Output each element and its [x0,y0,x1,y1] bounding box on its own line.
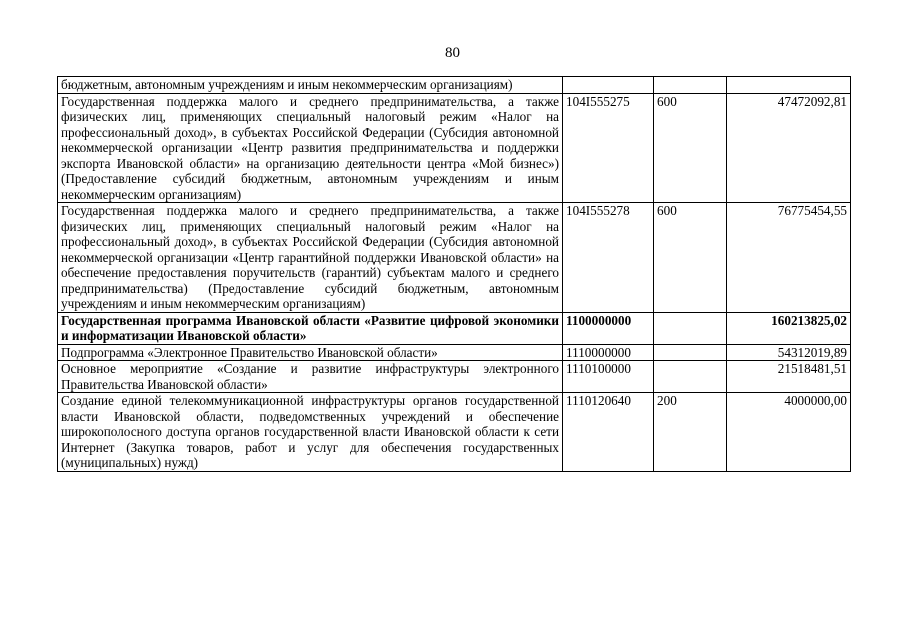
row-target-code: 1110000000 [563,344,654,361]
row-name: Государственная программа Ивановской области «Развитие цифровой экономики и информатизации Ивановской области» [58,312,563,344]
row-expense-type: 600 [654,93,727,203]
row-sum: 4000000,00 [727,393,851,472]
table-row [58,393,851,472]
row-name: Создание единой телекоммуникационной инфраструктуры органов государственной власти Ивановской области, подведомственных учреждений и обеспечение широкополосного доступа органов государственной власти Ивановской области к сети Интернет (Закупка товаров, работ и услуг для обеспечения государственных (муниципальных) нужд) [58,393,563,472]
row-expense-type [654,344,727,361]
table-row-program [58,312,851,344]
table-row [58,203,851,313]
row-sum [727,77,851,94]
row-sum: 54312019,89 [727,344,851,361]
row-sum: 47472092,81 [727,93,851,203]
table-row [58,93,851,203]
row-name: бюджетным, автономным учреждениям и иным некоммерческим организациям) [58,77,563,94]
row-expense-type [654,361,727,393]
budget-table [57,76,851,472]
row-target-code [563,77,654,94]
row-name: Подпрограмма «Электронное Правительство Ивановской области» [58,344,563,361]
row-target-code: 104I555275 [563,93,654,203]
row-expense-type [654,312,727,344]
row-sum: 160213825,02 [727,312,851,344]
row-target-code: 1100000000 [563,312,654,344]
row-name: Государственная поддержка малого и среднего предпринимательства, а также физических лиц, применяющих специальный налоговый режим «Налог на профессиональный доход», в субъектах Российской Федерации (Субсидия автономной некоммерческой организации «Центр развития предпринимательства и поддержки экспорта Ивановской области» на организацию деятельности центра «Мой бизнес») (Предоставление субсидий бюджетным, автономным учреждениям и иным некоммерческим организациям) [58,93,563,203]
row-expense-type: 200 [654,393,727,472]
row-sum: 76775454,55 [727,203,851,313]
row-name: Основное мероприятие «Создание и развитие инфраструктуры электронного Правительства Ивановской области» [58,361,563,393]
row-expense-type: 600 [654,203,727,313]
row-target-code: 1110100000 [563,361,654,393]
row-name: Государственная поддержка малого и среднего предпринимательства, а также физических лиц, применяющих специальный налоговый режим «Налог на профессиональный доход», в субъектах Российской Федерации (Субсидия автономной некоммерческой организации «Центр гарантийной поддержки Ивановской области» на обеспечение предоставления поручительств (гарантий) субъектам малого и среднего предпринимательства) (Предоставление субсидий бюджетным, автономным учреждениям и иным некоммерческим организациям) [58,203,563,313]
table-row [58,361,851,393]
row-sum: 21518481,51 [727,361,851,393]
table-row [58,77,851,94]
row-target-code: 104I555278 [563,203,654,313]
row-expense-type [654,77,727,94]
table-row [58,344,851,361]
row-target-code: 1110120640 [563,393,654,472]
page-number: 80 [445,45,460,61]
